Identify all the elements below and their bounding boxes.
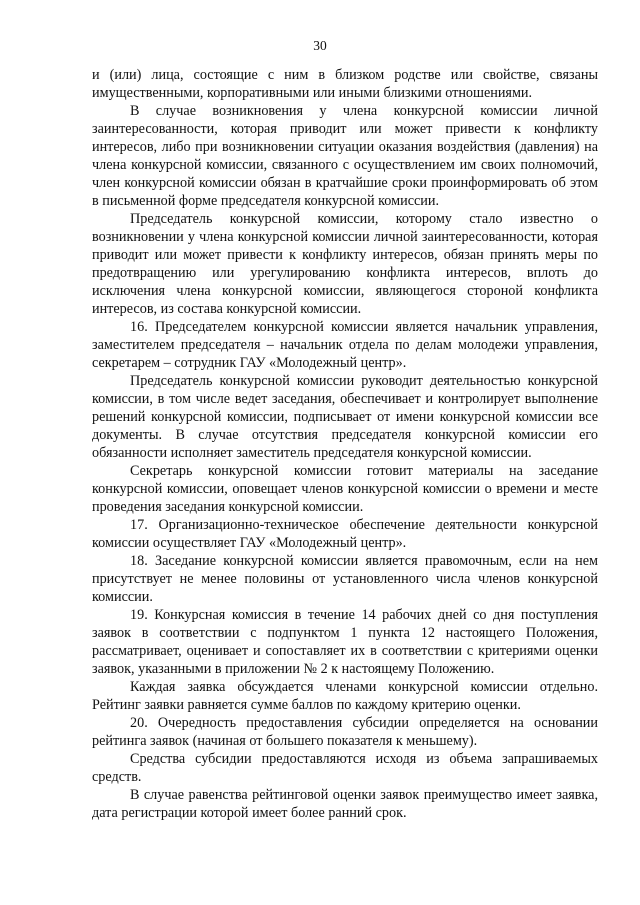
paragraph-item-20: 20. Очередность предоставления субсидии определяется на основании рейтинга заявок (начиная от большего показателя к меньшему).: [92, 715, 598, 749]
paragraph-chairman-duties: Председатель конкурсной комиссии руководит деятельностью конкурсной комиссии, в том числе ведет заседания, обеспечивает и контролирует выполнение решений конкурсной комиссии, подписывает от имени конкурсной комиссии все документы. В случае отсутствия председателя конкурсной комиссии его обязанности исполняет заместитель председателя конкурсной комиссии.: [92, 373, 598, 461]
page-number: 30: [313, 38, 327, 53]
paragraph-item-17: 17. Организационно-техническое обеспечение деятельности конкурсной комиссии осуществляет ГАУ «Молодежный центр».: [92, 517, 598, 551]
paragraph-secretary-duties: Секретарь конкурсной комиссии готовит материалы на заседание конкурсной комиссии, оповещает членов конкурсной комиссии о времени и месте проведения заседания конкурсной комиссии.: [92, 463, 598, 515]
paragraph-conflict-notification: В случае возникновения у члена конкурсной комиссии личной заинтересованности, которая приводит или может привести к конфликту интересов, либо при возникновении ситуации оказания воздействия (давления) на члена конкурсной комиссии, связанного с осуществлением им своих полномочий, член конкурсной комиссии обязан в кратчайшие сроки проинформировать об этом в письменной форме председателя конкурсной комиссии.: [92, 103, 598, 209]
paragraph-item-18: 18. Заседание конкурсной комиссии является правомочным, если на нем присутствует не менее половины от установленного числа членов конкурсной комиссии.: [92, 553, 598, 605]
paragraph-subsidy-funds: Средства субсидии предоставляются исходя из объема запрашиваемых средств.: [92, 751, 598, 785]
paragraph-continuation: и (или) лица, состоящие с ним в близком родстве или свойстве, связаны имущественными, корпоративными или иными близкими отношениями.: [92, 67, 598, 101]
document-body: [92, 66, 598, 822]
paragraph-equal-rating: В случае равенства рейтинговой оценки заявок преимущество имеет заявка, дата регистрации которой имеет более ранний срок.: [92, 787, 598, 821]
paragraph-chairman-measures: Председатель конкурсной комиссии, которому стало известно о возникновении у члена конкурсной комиссии личной заинтересованности, которая приводит или может привести к конфликту интересов, обязан принять меры по предотвращению или урегулированию конфликта интересов, вплоть до исключения члена конкурсной комиссии, являющегося стороной конфликта интересов, из состава конкурсной комиссии.: [92, 211, 598, 317]
paragraph-rating: Каждая заявка обсуждается членами конкурсной комиссии отдельно. Рейтинг заявки равняется сумме баллов по каждому критерию оценки.: [92, 679, 598, 713]
paragraph-item-16: 16. Председателем конкурсной комиссии является начальник управления, заместителем председателя – начальник отдела по делам молодежи управления, секретарем – сотрудник ГАУ «Молодежный центр».: [92, 319, 598, 371]
paragraph-item-19: 19. Конкурсная комиссия в течение 14 рабочих дней со дня поступления заявок в соответствии с подпунктом 1 пункта 12 настоящего Положения, рассматривает, оценивает и сопоставляет их в соответствии с критериями оценки заявок, указанными в приложении № 2 к настоящему Положению.: [92, 607, 598, 677]
